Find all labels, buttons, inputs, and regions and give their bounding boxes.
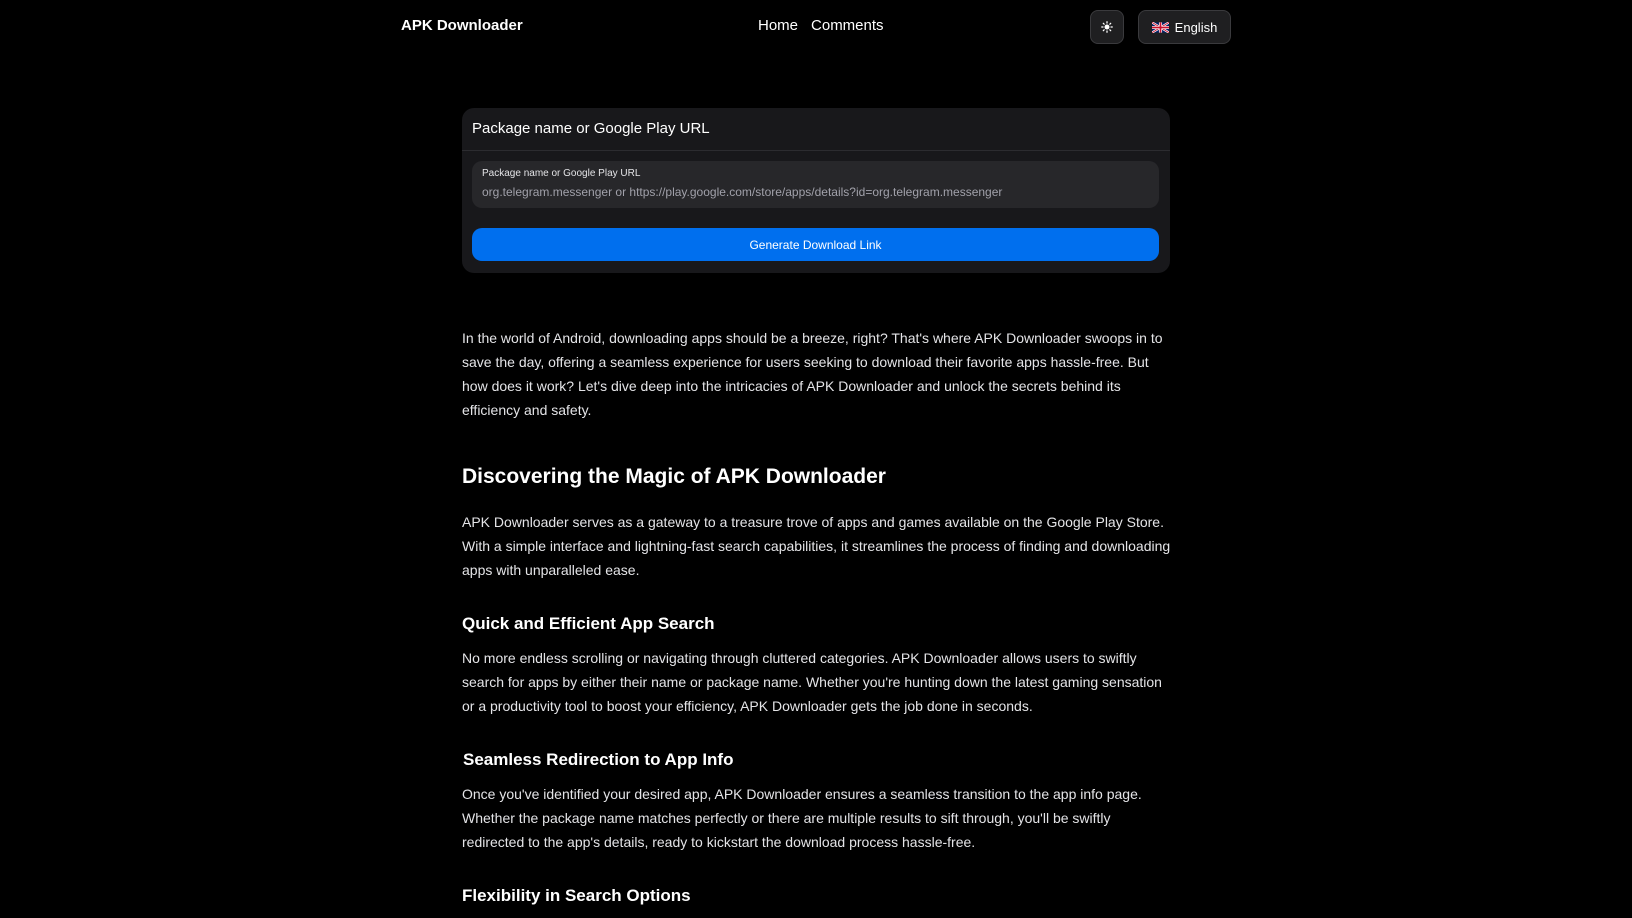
form-title: Package name or Google Play URL bbox=[472, 120, 710, 137]
section-heading: Discovering the Magic of APK Downloader bbox=[462, 465, 886, 488]
section-heading: Quick and Efficient App Search bbox=[462, 614, 715, 633]
download-form-card bbox=[462, 108, 1170, 273]
section-paragraph: No more endless scrolling or navigating through cluttered categories. APK Downloader allows users to swiftly search for apps by either their name or package name. Whether you're hunting down the latest gaming sensation or a productivity tool to boost your efficiency, APK Downloader gets the job done in seconds. bbox=[462, 650, 1162, 714]
language-label: English bbox=[1174, 19, 1218, 35]
generate-download-link-button[interactable]: Generate Download Link bbox=[472, 228, 1159, 261]
card-divider bbox=[462, 150, 1170, 151]
section-heading: Flexibility in Search Options bbox=[462, 886, 691, 905]
intro-paragraph: In the world of Android, downloading apps should be a breeze, right? That's where APK Downloader swoops in to save the day, offering a seamless experience for users seeking to download their favorite apps hassle-free. But how does it work? Let's dive deep into the intricacies of APK Downloader and unlock the secrets behind its efficiency and safety. bbox=[462, 330, 1163, 418]
package-input-label: Package name or Google Play URL bbox=[482, 168, 641, 179]
main-nav bbox=[758, 17, 884, 34]
package-input-wrapper[interactable] bbox=[472, 161, 1159, 208]
nav-home-link[interactable]: Home bbox=[758, 17, 799, 34]
section-heading: Seamless Redirection to App Info bbox=[463, 750, 734, 769]
brand-link[interactable]: APK Downloader bbox=[401, 17, 523, 34]
language-selector-button[interactable] bbox=[1138, 10, 1231, 44]
section-paragraph: APK Downloader serves as a gateway to a treasure trove of apps and games available on the Google Play Store. With a simple interface and lightning-fast search capabilities, it streamlines the process of finding and downloading apps with unparalleled ease. bbox=[462, 514, 1171, 578]
top-navbar bbox=[0, 0, 1632, 54]
theme-toggle-button[interactable] bbox=[1090, 10, 1124, 44]
section-paragraph: Once you've identified your desired app, APK Downloader ensures a seamless transition to the app info page. Whether the package name matches perfectly or there are multiple results to sift through, you'll be swiftly redirected to the app's details, ready to kickstart the download process hassle-free. bbox=[462, 786, 1142, 850]
sun-icon bbox=[1101, 21, 1113, 33]
uk-flag-icon bbox=[1152, 22, 1169, 33]
package-input[interactable] bbox=[482, 183, 1149, 201]
nav-comments-link[interactable]: Comments bbox=[811, 17, 884, 34]
